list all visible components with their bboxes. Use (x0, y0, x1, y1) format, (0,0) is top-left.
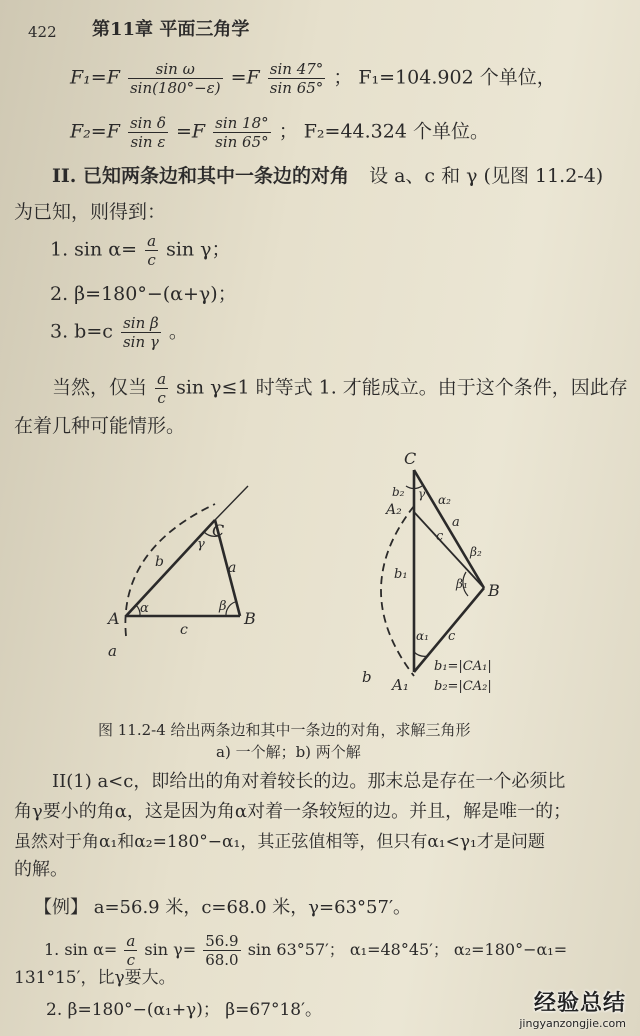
fraction: $\frac{\text{sin β}}{\text{sin γ}}$ (122, 314, 159, 351)
paragraph-condition-line2: 在着几种可能情形。 (14, 415, 186, 437)
label-beta2: β₂ (470, 545, 482, 559)
example-line3: 131°15′，比γ要大。 (14, 968, 176, 988)
label-alpha2: α₂ (438, 493, 451, 507)
label-b: b (155, 554, 164, 570)
example-line2: 1. sin α= $\frac{a}{c}$ sin γ= $\frac{56.9}{68.0}$ sin 63°57′； α₁=48°45′； α₂=180°−α₁= (44, 932, 568, 969)
figure-caption-sub: a) 一个解；b) 两个解 (216, 743, 361, 761)
label-b1: b₁ (394, 567, 408, 582)
watermark (519, 986, 626, 1030)
fraction: $\frac{a}{c}$ (157, 370, 167, 407)
case1-line4: 的解。 (14, 859, 68, 880)
label-b2: b₂ (392, 485, 405, 499)
label-gamma: γ (197, 537, 205, 552)
label-alpha: α (140, 601, 149, 616)
label-B: B (244, 609, 256, 628)
label-c: c (180, 622, 188, 638)
label-c-bottom: c (448, 629, 456, 644)
fraction: $\frac{a}{c}$ (126, 932, 136, 969)
fraction: $\frac{56.9}{68.0}$ (205, 932, 239, 969)
watermark-brand: 经验总结 (533, 991, 626, 1016)
label-a-right: a (452, 515, 460, 530)
label-b1-eq: b₁=|CA₁| (434, 659, 492, 674)
sublabel-a: a (108, 642, 117, 660)
example-line4: 2. β=180°−(α₁+γ)； β=67°18′。 (46, 1000, 322, 1020)
case1-line2: 角γ要小的角α，这是因为角α对着一条较短的边。并且，解是唯一的； (14, 801, 572, 822)
formula-f1: F₁=F $\frac{\text{sin ω}}{\sin(180^\circ-\varepsilon)}$ =F $\frac{\sin 47^\circ}{\sin 65^\circ}$ ； F₁=104.902 个单位， (70, 60, 556, 97)
label-A1: A₁ (392, 676, 409, 694)
fraction: $\frac{\text{sin ω}}{\sin(180^\circ-\varepsilon)}$ (129, 60, 221, 97)
label-b2-eq: b₂=|CA₂| (434, 679, 492, 694)
fraction: $\frac{a}{c}$ (147, 232, 157, 269)
equation-2: 2. β=180°−(α+γ)； (50, 283, 237, 305)
extension-line (215, 486, 248, 520)
label-c-top: c (436, 529, 444, 544)
dashed-arc-right (381, 506, 414, 676)
watermark-url: jingyanzongjie.com (519, 1017, 626, 1030)
fraction: $\frac{\text{sin δ}}{\text{sin ε}}$ (129, 114, 166, 151)
paragraph-condition: 当然，仅当 $\frac{a}{c}$ sin γ≤1 时等式 1. 才能成立。由于这个条件，因此存 (52, 370, 628, 407)
figure-caption: 图 11.2-4 给出两条边和其中一条边的对角，求解三角形 (98, 721, 471, 739)
figure-11-2-4 (0, 440, 640, 710)
label-B-right: B (488, 581, 500, 600)
fraction: $\frac{\sin 18^\circ}{\sin 65^\circ}$ (215, 114, 269, 151)
label-gamma-right: γ (418, 487, 426, 501)
formula-f2: F₂=F $\frac{\text{sin δ}}{\text{sin ε}}$ =F $\frac{\sin 18^\circ}{\sin 65^\circ}$ ； F₂=44.324 个单位。 (70, 114, 489, 151)
equation-3: 3. b=c $\frac{\text{sin β}}{\text{sin γ}}$ 。 (50, 314, 188, 351)
label-C-right: C (404, 449, 417, 468)
case1-line1: II(1) a<c，即给出的角对着较长的边。那末总是存在一个必须比 (52, 771, 566, 792)
case1-line3: 虽然对于角α₁和α₂=180°−α₁，其正弦值相等，但只有α₁<γ₁才是问题 (14, 832, 545, 852)
equation-1: 1. sin α= $\frac{a}{c}$ sin γ； (50, 232, 231, 269)
section-text: 为已知，则得到： (14, 201, 167, 223)
chapter-title: 第11章 平面三角学 (92, 19, 250, 40)
sublabel-b: b (362, 668, 372, 686)
section-heading: II. 已知两条边和其中一条边的对角 (52, 165, 350, 187)
fraction: $\frac{\sin 47^\circ}{\sin 65^\circ}$ (269, 60, 324, 97)
label-A: A (108, 609, 120, 628)
label-a: a (228, 560, 237, 576)
example-line1: 【例】 a=56.9 米，c=68.0 米，γ=63°57′。 (34, 897, 412, 918)
page-number: 422 (28, 23, 57, 41)
label-A2: A₂ (386, 502, 402, 518)
label-C: C (212, 521, 225, 540)
label-beta1: β₁ (456, 577, 468, 591)
label-beta: β (219, 599, 227, 614)
section-heading-line: II. 已知两条边和其中一条边的对角 设 a、c 和 γ (见图 11.2-4) (52, 165, 604, 187)
label-alpha1: α₁ (416, 629, 429, 643)
